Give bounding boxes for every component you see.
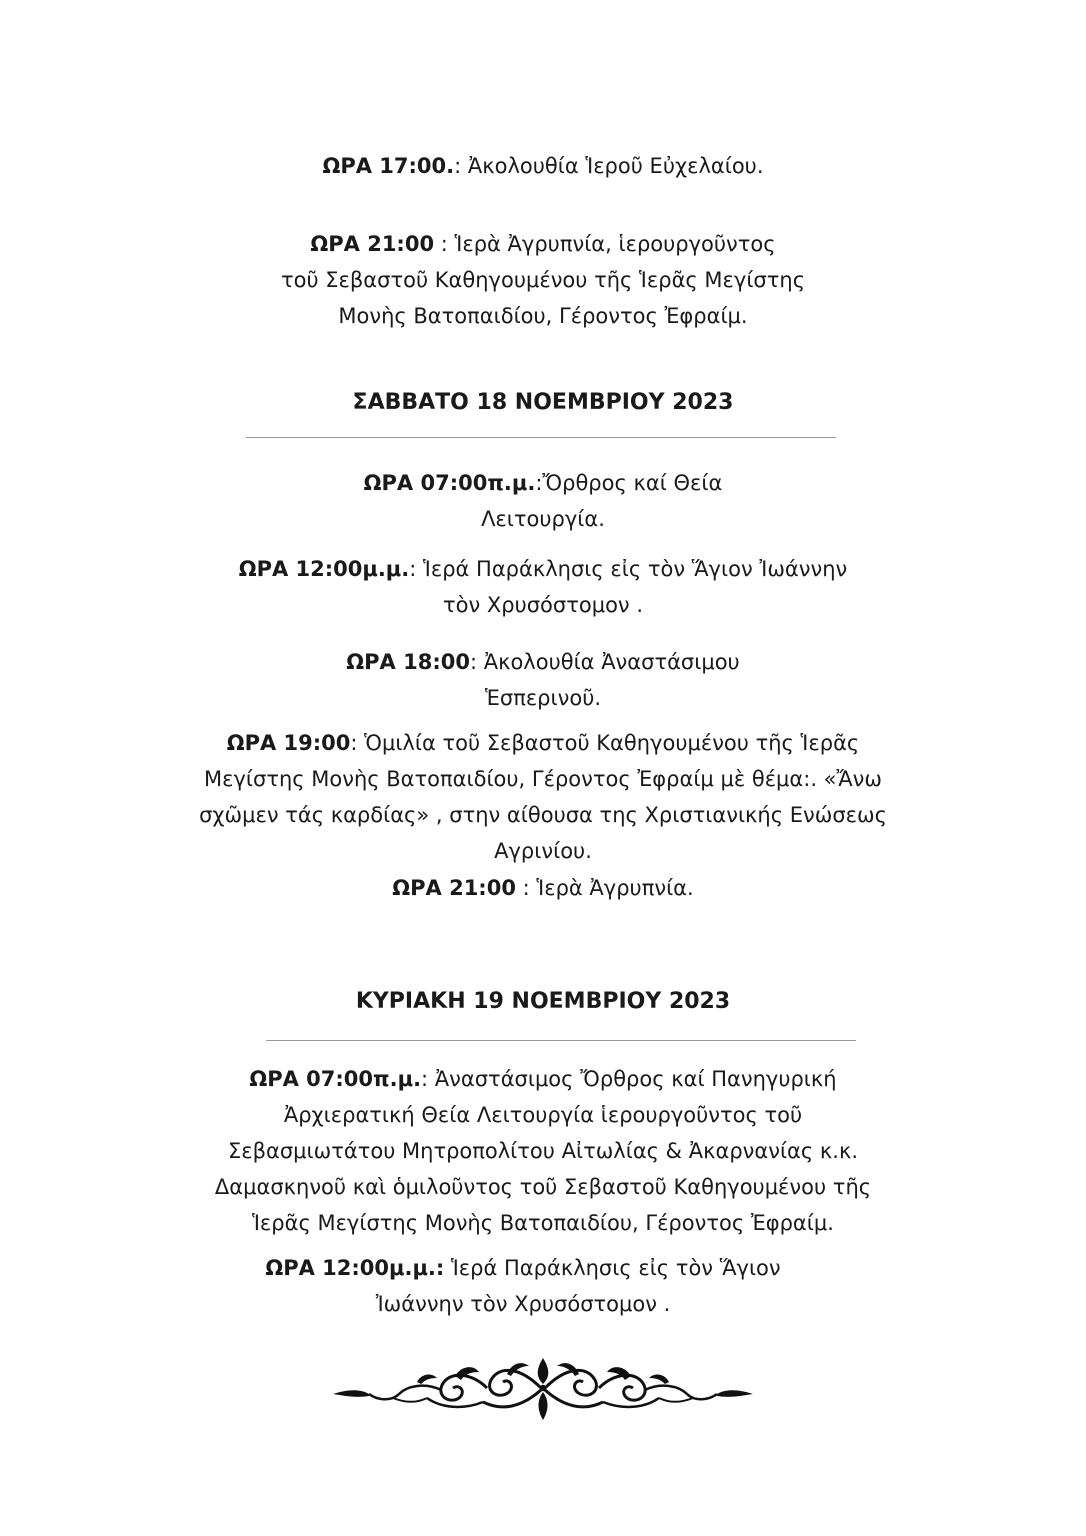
schedule-entry bbox=[0, 870, 1086, 906]
entry-time: ΩΡΑ 21:00 bbox=[310, 232, 435, 256]
entry-text: :Ὄρθρος καί Θεία bbox=[535, 471, 723, 495]
schedule-entry bbox=[0, 725, 1086, 869]
entry-text: : Ἱερὰ Ἀγρυπνία. bbox=[515, 876, 694, 900]
entry-text: : Ἱερὰ Ἀγρυπνία, ἱερουργοῦντος bbox=[434, 232, 776, 256]
entry-time: ΩΡΑ 19:00 bbox=[226, 731, 351, 755]
entry-text: Ἰωάννην τὸν Χρυσόστομον . bbox=[375, 1292, 671, 1316]
schedule-entry bbox=[0, 148, 1086, 184]
entry-text: : Ἀναστάσιμος Ὄρθρος καί Πανηγυρική bbox=[421, 1067, 837, 1091]
entry-time: ΩΡΑ 12:00μ.μ. bbox=[238, 557, 410, 581]
entry-text: : Ἀκολουθία Ἱεροῦ Εὐχελαίου. bbox=[454, 154, 764, 178]
schedule-entry bbox=[0, 551, 1086, 623]
entry-time: ΩΡΑ 17:00. bbox=[322, 154, 455, 178]
entry-time: ΩΡΑ 07:00π.μ. bbox=[249, 1067, 422, 1091]
entry-time: ΩΡΑ 12:00μ.μ.: bbox=[265, 1256, 445, 1280]
entry-time: ΩΡΑ 18:00 bbox=[346, 650, 470, 674]
schedule-entry bbox=[0, 1250, 1066, 1322]
flourish-ornament-icon bbox=[323, 1352, 763, 1426]
entry-text: Ἱερά Παράκλησις εἰς τὸν Ἅγιον bbox=[444, 1256, 781, 1280]
schedule-entry bbox=[0, 465, 1086, 537]
day-heading-saturday: ΣΑΒΒΑΤΟ 18 ΝΟΕΜΒΡΙΟΥ 2023 bbox=[352, 390, 734, 415]
entry-text: σχῶμεν τάς καρδίας» , στην αίθουσα της Χριστιανικής Ενώσεως bbox=[199, 803, 887, 827]
schedule-entry bbox=[0, 1061, 1086, 1241]
entry-text: Ἑσπερινοῦ. bbox=[484, 686, 602, 710]
entry-text: Ἱερᾶς Μεγίστης Μονὴς Βατοπαιδίου, Γέροντος Ἐφραίμ. bbox=[252, 1211, 834, 1235]
day-heading-sunday: ΚΥΡΙΑΚΗ 19 ΝΟΕΜΒΡΙΟΥ 2023 bbox=[355, 989, 731, 1014]
schedule-entry bbox=[0, 644, 1086, 716]
entry-text: Δαμασκηνοῦ καὶ ὁμιλοῦντος τοῦ Σεβαστοῦ Καθηγουμένου τῆς bbox=[214, 1175, 872, 1199]
entry-text: Αγρινίου. bbox=[494, 839, 592, 863]
entry-time: ΩΡΑ 21:00 bbox=[392, 876, 516, 900]
entry-text: τὸν Χρυσόστομον . bbox=[442, 593, 643, 617]
divider bbox=[246, 437, 836, 438]
entry-text: Μεγίστης Μονὴς Βατοπαιδίου, Γέροντος Ἐφραίμ μὲ θέμα:. «Ἄνω bbox=[204, 767, 882, 791]
entry-text: τοῦ Σεβαστοῦ Καθηγουμένου τῆς Ἱερᾶς Μεγίστης bbox=[280, 268, 806, 292]
entry-text: Λειτουργία. bbox=[481, 507, 605, 531]
schedule-entry bbox=[0, 226, 1086, 334]
entry-text: Σεβασμιωτάτου Μητροπολίτου Αἰτωλίας & Ἀκαρνανίας κ.κ. bbox=[227, 1139, 859, 1163]
entry-text: Ἀρχιερατική Θεία Λειτουργία ἱερουργοῦντος τοῦ bbox=[283, 1103, 803, 1127]
entry-time: ΩΡΑ 07:00π.μ. bbox=[363, 471, 536, 495]
entry-text: Μονὴς Βατοπαιδίου, Γέροντος Ἐφραίμ. bbox=[338, 304, 748, 328]
entry-text: : Ἀκολουθία Ἀναστάσιμου bbox=[469, 650, 740, 674]
divider bbox=[266, 1040, 856, 1041]
entry-text: : Ὁμιλία τοῦ Σεβαστοῦ Καθηγουμένου τῆς Ἱερᾶς bbox=[350, 731, 860, 755]
entry-text: : Ἱερά Παράκλησις εἰς τὸν Ἅγιον Ἰωάννην bbox=[409, 557, 848, 581]
